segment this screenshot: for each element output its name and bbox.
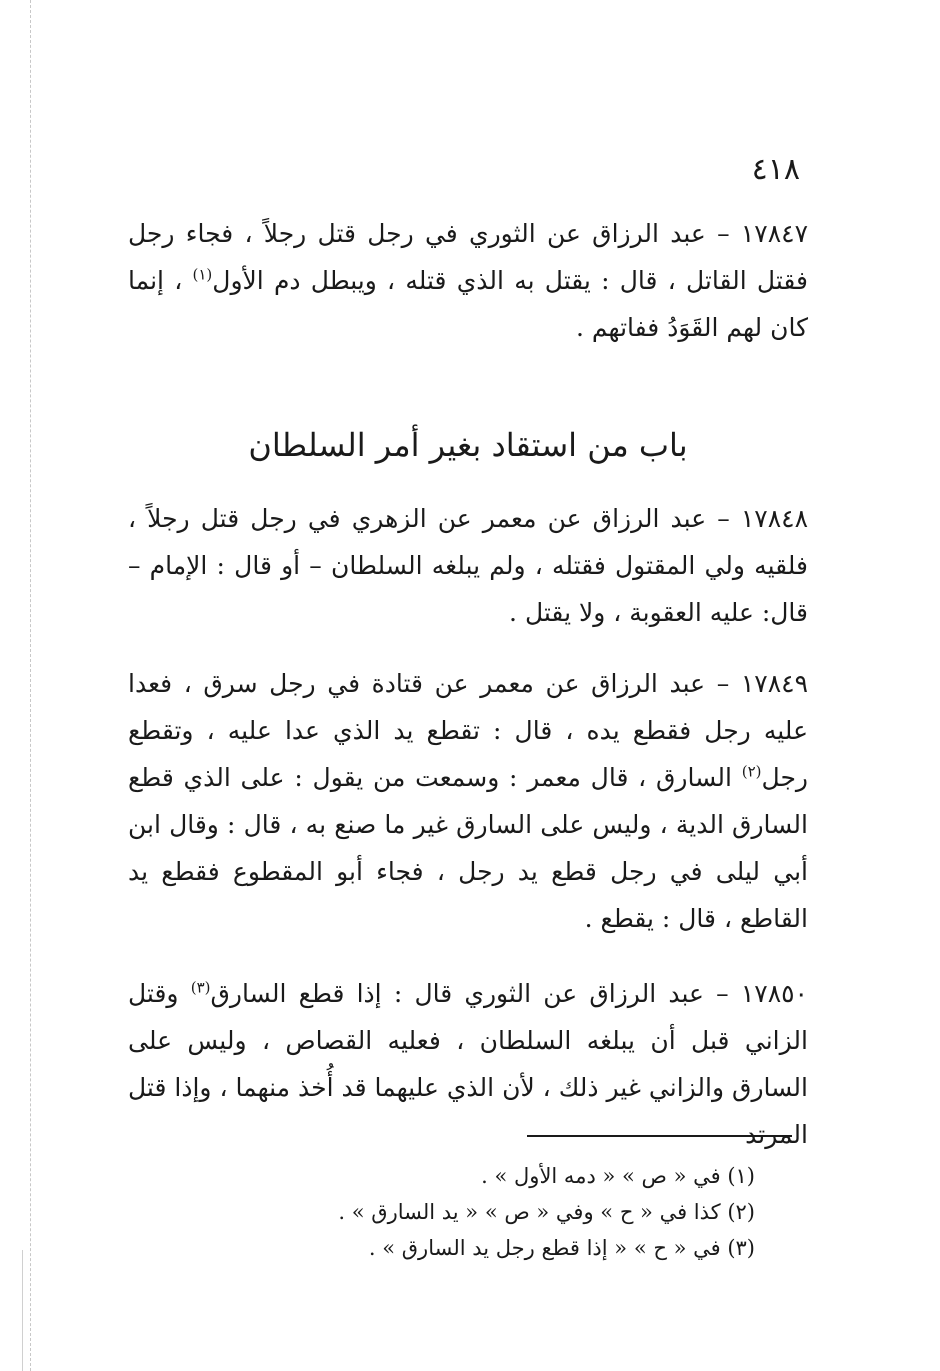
paragraph-text: ١٧٨٤٨ – عبد الرزاق عن معمر عن الزهري في رجل قتل رجلاً ، فلقيه ولي المقتول فقتله ، ولم يبلغه السلطان – أو قال : الإمام – قال: عليه العقوبة ، ولا يقتل .: [128, 504, 808, 627]
footnote-ref-1: (١): [192, 265, 213, 284]
page-number: ٤١٨: [751, 152, 800, 187]
section-heading: باب من استقاد بغير أمر السلطان: [248, 426, 688, 464]
paragraph-17847: [128, 210, 808, 351]
paragraph-text-continued: وقتل الزاني قبل أن يبلغه السلطان ، فعليه القصاص ، وليس على السارق والزاني غير ذلك ، لأن الذي عليهما قد أُخذ منهما ، وإذا قتل المرتد: [128, 979, 808, 1149]
paragraph-text-continued: السارق ، قال معمر : وسمعت من يقول : على الذي قطع السارق الدية ، وليس على السارق غير ما صنع به ، قال : وقال ابن أبي ليلى في رجل قطع يد رجل ، فجاء أبو المقطوع فقطع يد القاطع ، قال : يقطع .: [128, 763, 808, 933]
paragraph-17850: [128, 970, 808, 1158]
footnote-separator: [527, 1135, 792, 1137]
paragraph-17848: [128, 495, 808, 636]
footnote-ref-2: (٢): [741, 762, 762, 781]
paragraph-text: ١٧٨٥٠ – عبد الرزاق عن الثوري قال : إذا قطع السارق: [210, 979, 808, 1008]
paragraph-17849: [128, 660, 808, 942]
footnote-ref-3: (٣): [190, 978, 211, 997]
footnote-1: (١) في « ص » « دمه الأول » .: [481, 1164, 755, 1188]
paragraph-text: ١٧٨٤٩ – عبد الرزاق عن معمر عن قتادة في رجل سرق ، فعدا عليه رجل فقطع يده ، قال : تقطع يد الذي عدا عليه ، وتقطع رجل: [128, 669, 808, 792]
scan-edge-line: [30, 0, 31, 1371]
scan-edge-mark: [22, 1250, 23, 1371]
paragraph-text: ١٧٨٤٧ – عبد الرزاق عن الثوري في رجل قتل رجلاً ، فجاء رجل فقتل القاتل ، قال : يقتل به الذي قتله ، ويبطل دم الأول: [128, 219, 808, 295]
footnote-2: (٢) كذا في « ح » وفي « ص » « يد السارق » .: [338, 1200, 755, 1224]
paragraph-text-continued: ، إنما كان لهم القَوَدُ ففاتهم .: [128, 266, 808, 342]
footnotes: [255, 1158, 755, 1266]
footnote-3: (٣) في « ح » « إذا قطع رجل يد السارق » .: [368, 1236, 755, 1260]
